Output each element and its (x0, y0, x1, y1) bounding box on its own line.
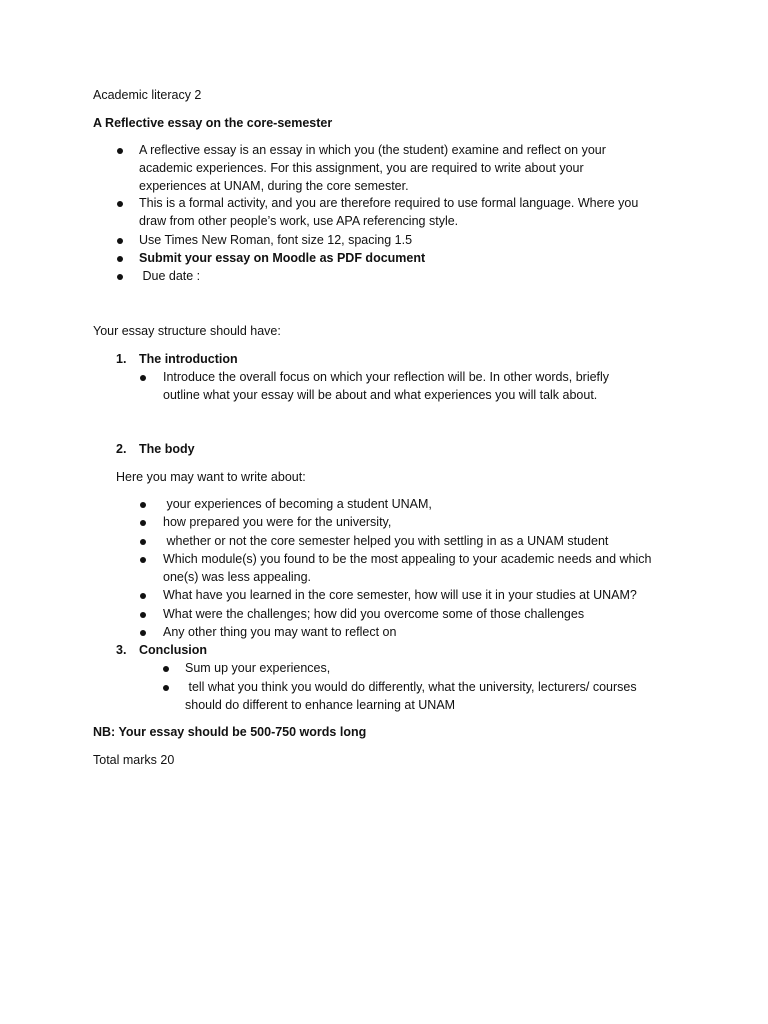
body-bullet-2: how prepared you were for the university, (163, 515, 392, 529)
intro-bullet-2-line-2: draw from other people’s work, use APA referencing style. (139, 214, 459, 228)
bullet-icon (117, 148, 123, 154)
body-bullet-4-line-2: one(s) was less appealing. (163, 570, 311, 584)
section-1-heading: The introduction (139, 352, 238, 366)
bullet-icon (140, 557, 146, 563)
conclusion-bullet-1: Sum up your experiences, (185, 661, 331, 675)
section-2-lead: Here you may want to write about: (116, 470, 306, 484)
section-1-bullet-line-1: Introduce the overall focus on which your reflection will be. In other words, briefly (163, 370, 610, 384)
bullet-icon (140, 630, 146, 636)
body-bullet-3: whether or not the core semester helped you with settling in as a UNAM student (163, 534, 609, 548)
bullet-icon (140, 539, 146, 545)
body-bullet-6: What were the challenges; how did you overcome some of those challenges (163, 607, 585, 621)
section-3-heading: Conclusion (139, 643, 208, 657)
bullet-icon (163, 685, 169, 691)
body-bullet-4-line-1: Which module(s) you found to be the most appealing to your academic needs and which (163, 552, 652, 566)
bullet-icon (117, 238, 123, 244)
intro-bullet-5: Due date : (139, 269, 201, 283)
intro-bullet-1-line-2: academic experiences. For this assignment, you are required to write about your (139, 161, 584, 175)
bullet-icon (140, 375, 146, 381)
total-marks: Total marks 20 (93, 753, 175, 767)
intro-bullet-1-line-1: A reflective essay is an essay in which you (the student) examine and reflect on your (139, 143, 606, 157)
section-3-number: 3. (116, 643, 127, 657)
body-bullet-7: Any other thing you may want to reflect on (163, 625, 397, 639)
section-2-number: 2. (116, 442, 127, 456)
bullet-icon (140, 593, 146, 599)
conclusion-bullet-2-line-1: tell what you think you would do differently, what the university, lecturers/ courses (185, 680, 637, 694)
conclusion-bullet-2-line-2: should do different to enhance learning at UNAM (185, 698, 456, 712)
bullet-icon (117, 274, 123, 280)
bullet-icon (117, 256, 123, 262)
bullet-icon (140, 612, 146, 618)
body-bullet-1: your experiences of becoming a student UNAM, (163, 497, 432, 511)
section-1-bullet-line-2: outline what your essay will be about and what experiences you will talk about. (163, 388, 598, 402)
bullet-icon (163, 666, 169, 672)
essay-title: A Reflective essay on the core-semester (93, 116, 333, 130)
intro-bullet-4: Submit your essay on Moodle as PDF document (139, 251, 426, 265)
intro-bullet-1-line-3: experiences at UNAM, during the core semester. (139, 179, 409, 193)
structure-heading: Your essay structure should have: (93, 324, 281, 338)
intro-bullet-2-line-1: This is a formal activity, and you are therefore required to use formal language. Where you (139, 196, 639, 210)
bullet-icon (117, 201, 123, 207)
body-bullet-5: What have you learned in the core semester, how will use it in your studies at UNAM? (163, 588, 637, 602)
section-1-number: 1. (116, 352, 127, 366)
intro-bullet-3: Use Times New Roman, font size 12, spacing 1.5 (139, 233, 413, 247)
course-title: Academic literacy 2 (93, 88, 202, 102)
section-2-heading: The body (139, 442, 195, 456)
bullet-icon (140, 520, 146, 526)
bullet-icon (140, 502, 146, 508)
nb-note: NB: Your essay should be 500-750 words long (93, 725, 367, 739)
